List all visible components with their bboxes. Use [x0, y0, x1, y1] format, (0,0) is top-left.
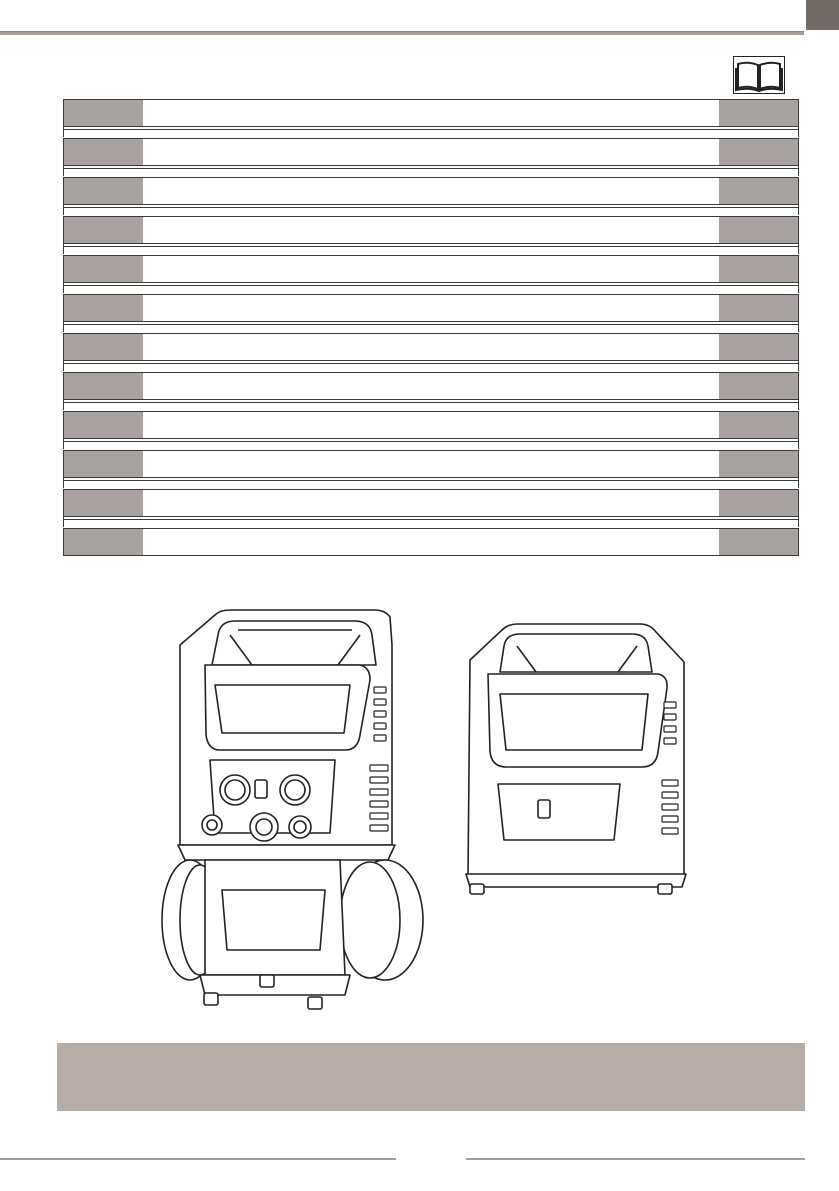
table-of-contents [63, 99, 799, 567]
toc-row-label [143, 217, 719, 243]
toc-row-page [719, 334, 798, 360]
toc-row-label [143, 256, 719, 282]
toc-section-tab [64, 178, 143, 204]
toc-row-page [719, 451, 798, 477]
toc-row-label [143, 490, 719, 516]
toc-row[interactable] [63, 255, 799, 283]
toc-row-page [719, 295, 798, 321]
compressor-unit-illustration [462, 622, 690, 897]
toc-section-tab [64, 217, 143, 243]
toc-row-page [719, 139, 798, 165]
compressor-with-tank-illustration [160, 605, 430, 1020]
notice-banner [57, 1043, 805, 1111]
toc-row-page [719, 256, 798, 282]
toc-row[interactable] [63, 333, 799, 361]
toc-section-tab [64, 139, 143, 165]
toc-row[interactable] [63, 177, 799, 205]
toc-row-label [143, 412, 719, 438]
toc-row[interactable] [63, 99, 799, 127]
toc-row[interactable] [63, 450, 799, 478]
toc-row-label [143, 334, 719, 360]
toc-row-page [719, 490, 798, 516]
toc-section-tab [64, 100, 143, 126]
toc-section-tab [64, 490, 143, 516]
toc-row-page [719, 373, 798, 399]
toc-section-tab [64, 412, 143, 438]
toc-row-label [143, 100, 719, 126]
toc-section-tab [64, 256, 143, 282]
toc-row-label [143, 451, 719, 477]
open-book-icon [733, 56, 785, 94]
toc-row[interactable] [63, 411, 799, 439]
corner-tab [806, 0, 839, 30]
toc-row-label [143, 295, 719, 321]
toc-row[interactable] [63, 294, 799, 322]
toc-section-tab [64, 529, 143, 555]
toc-row[interactable] [63, 138, 799, 166]
footer-rule-right [466, 1158, 805, 1160]
toc-row[interactable] [63, 372, 799, 400]
header-rule [0, 31, 804, 35]
toc-section-tab [64, 373, 143, 399]
toc-row-page [719, 100, 798, 126]
toc-row-label [143, 178, 719, 204]
toc-section-tab [64, 295, 143, 321]
footer-rule-left [0, 1158, 396, 1160]
toc-row-page [719, 178, 798, 204]
toc-row[interactable] [63, 216, 799, 244]
toc-section-tab [64, 451, 143, 477]
toc-row-label [143, 139, 719, 165]
toc-row[interactable] [63, 489, 799, 517]
toc-row-page [719, 412, 798, 438]
toc-row-label [143, 529, 719, 555]
toc-row-label [143, 373, 719, 399]
toc-row-page [719, 529, 798, 555]
toc-row-page [719, 217, 798, 243]
toc-section-tab [64, 334, 143, 360]
toc-row[interactable] [63, 528, 799, 556]
